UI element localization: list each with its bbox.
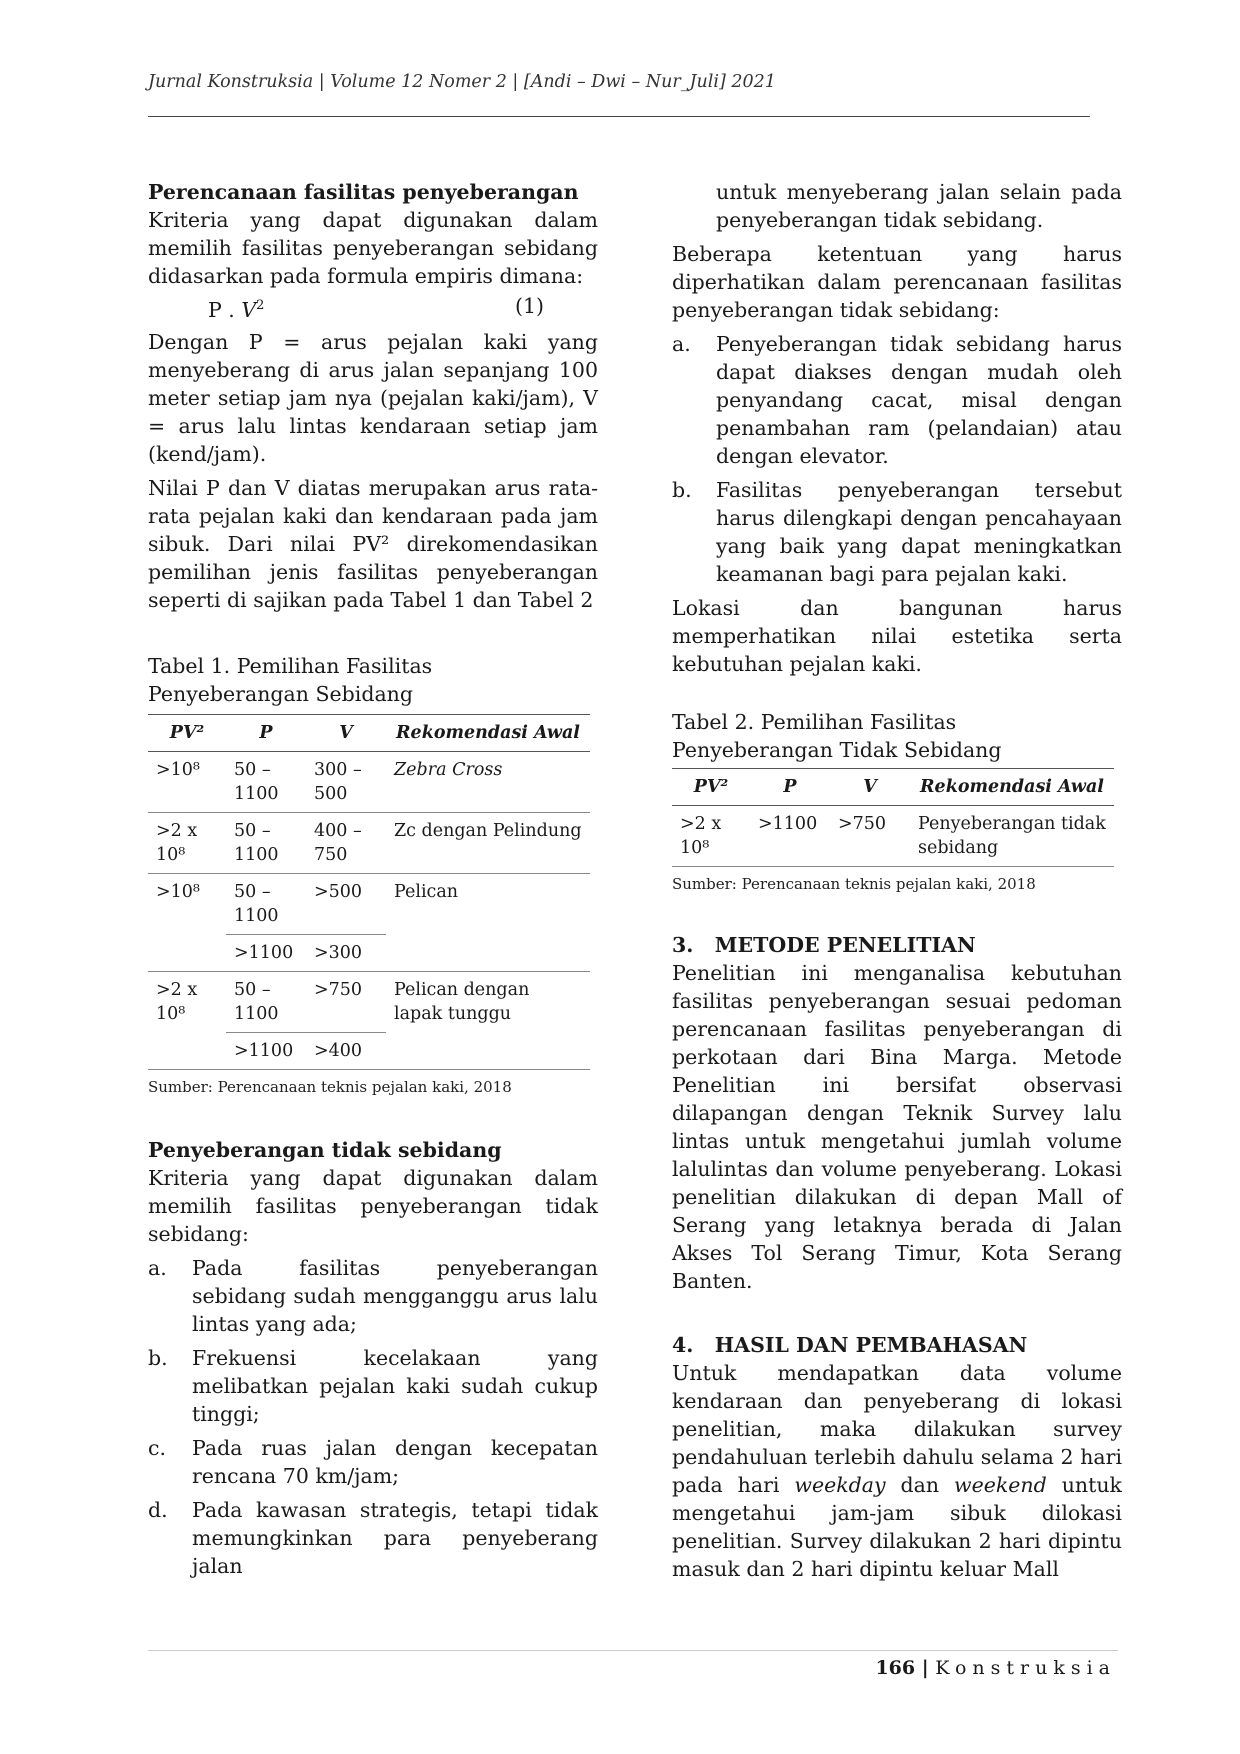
equation-expression: P . $V^2$ — [208, 297, 265, 322]
list-item: b. Frekuensi kecelakaan yang melibatkan pejalan kaki sudah cukup tinggi; — [148, 1345, 598, 1426]
table2-header-p: P — [750, 769, 830, 806]
cell-pv: >10⁸ — [148, 873, 226, 971]
section-heading-method: 3. METODE PENELITIAN — [672, 933, 976, 957]
section-heading-not-level: Penyeberangan tidak sebidang — [148, 1137, 502, 1162]
running-header: Jurnal Konstruksia | Volume 12 Nomer 2 | [Andi – Dwi – Nur_Juli] 2021 — [148, 72, 776, 92]
section-heading-results: 4. HASIL DAN PEMBAHASAN — [672, 1333, 1028, 1357]
list-item: d. Pada kawasan strategis, tetapi tidak memungkinkan para penyeberang jalan — [148, 1497, 598, 1578]
table-row — [148, 751, 590, 812]
cell-p: 50 – 1100 — [226, 873, 306, 934]
cell-v: >300 — [306, 934, 386, 971]
table2 — [672, 768, 1114, 867]
journal-name: Konstruksia — [935, 1657, 1116, 1679]
cell-rec: Penyeberangan tidak sebidang — [910, 806, 1114, 867]
paragraph-provisions: Beberapa ketentuan yang harus diperhatikan dalam perencanaan fasilitas penyeberangan tidak sebidang: — [672, 242, 1122, 322]
cell-v: >400 — [306, 1032, 386, 1069]
list-item: b. Fasilitas penyeberangan tersebut harus dilengkapi dengan pencahayaan yang baik yang dapat meningkatkan keamanan bagi para pejalan kaki. — [672, 478, 1122, 586]
table2-header-pv: PV² — [672, 769, 750, 806]
table1-header-v: V — [306, 714, 386, 751]
cell-v: >750 — [830, 806, 910, 867]
table2-header-rec: Rekomendasi Awal — [910, 769, 1114, 806]
section-heading-planning: Perencanaan fasilitas penyeberangan — [148, 180, 579, 204]
cell-p: >1100 — [750, 806, 830, 867]
table2-header-row — [672, 769, 1114, 806]
cell-pv: >10⁸ — [148, 751, 226, 812]
equation-number: (1) — [514, 294, 544, 318]
cell-pv: >2 x 10⁸ — [672, 806, 750, 867]
table2-caption: Tabel 2. Pemilihan Fasilitas Penyeberangan Tidak Sebidang — [672, 710, 1002, 762]
table1-header-p: P — [226, 714, 306, 751]
cell-p: 50 – 1100 — [226, 751, 306, 812]
table2-header-v: V — [830, 769, 910, 806]
cell-p: 50 – 1100 — [226, 812, 306, 873]
table1-header-row — [148, 714, 590, 751]
cell-pv: >2 x 10⁸ — [148, 971, 226, 1069]
page-number: 166 — [875, 1657, 916, 1679]
paragraph-definitions: Dengan P = arus pejalan kaki yang menyeberang di arus jalan sepanjang 100 meter setiap jam nya (pejalan kaki/jam), V = arus lalu lintas kendaraan setiap jam (kend/jam). — [148, 329, 598, 466]
paragraph-aesthetics: Lokasi dan bangunan harus memperhatikan nilai estetika serta kebutuhan pejalan kaki. — [672, 596, 1122, 676]
cell-rec: Zebra Cross — [386, 751, 590, 812]
list-item: a. Pada fasilitas penyeberangan sebidang sudah mengganggu arus lalu lintas yang ada; — [148, 1255, 598, 1336]
paragraph-method: Penelitian ini menganalisa kebutuhan fasilitas penyeberangan sesuai pedoman perencanaan fasilitas penyeberangan di perkotaan dari Bina Marga. Metode Penelitian ini bersifat observasi dilapangan dengan Teknik Survey lalu lintas untuk mengetahui jumlah volume lalulintas dan volume penyeberang. Lokasi penelitian dilakukan di depan Mall of Serang yang letaknya berada di Jalan Akses Tol Serang Timur, Kota Serang Banten. — [672, 961, 1122, 1293]
provisions-list — [672, 330, 1122, 588]
list-item: c. Pada ruas jalan dengan kecepatan rencana 70 km/jam; — [148, 1435, 598, 1488]
criteria-list — [148, 1254, 598, 1580]
table1-caption: Tabel 1. Pemilihan Fasilitas Penyeberangan Sebidang — [148, 653, 433, 706]
footer-separator: | — [915, 1657, 936, 1679]
table-row — [148, 971, 590, 1032]
paragraph-pv-values: Nilai P dan V diatas merupakan arus rata-rata pejalan kaki dan kendaraan pada jam sibuk. Dari nilai PV² direkomendasikan pemilihan jenis fasilitas penyeberangan seperti di sajikan pada Tabel 1 dan Tabel 2 — [148, 475, 598, 612]
paragraph-results: Untuk mendapatkan data volume kendaraan dan penyeberang di lokasi penelitian, maka dilakukan survey pendahuluan terlebih dahulu selama 2 hari pada hari weekday dan weekend untuk mengetahui jam-jam sibuk dilokasi penelitian. Survey dilakukan 2 hari dipintu masuk dan 2 hari dipintu keluar Mall — [672, 1361, 1122, 1581]
table1-header-rec: Rekomendasi Awal — [386, 714, 590, 751]
page-footer — [875, 1657, 1116, 1679]
table1-header-pv: PV² — [148, 714, 226, 751]
cell-rec: Zc dengan Pelindung — [386, 812, 590, 873]
list-continuation: untuk menyeberang jalan selain pada penyeberangan tidak sebidang. — [716, 180, 1122, 232]
cell-v: 300 – 500 — [306, 751, 386, 812]
paragraph-criteria-2: Kriteria yang dapat digunakan dalam memilih fasilitas penyeberangan tidak sebidang: — [148, 1165, 598, 1246]
cell-pv: >2 x 10⁸ — [148, 812, 226, 873]
table1 — [148, 714, 590, 1070]
cell-rec: Pelican dengan lapak tunggu — [386, 971, 590, 1069]
table1-source: Sumber: Perencanaan teknis pejalan kaki, 2018 — [148, 1077, 512, 1096]
paragraph-criteria: Kriteria yang dapat digunakan dalam memilih fasilitas penyeberangan sebidang didasarkan pada formula empiris dimana: — [148, 208, 598, 288]
cell-v: >750 — [306, 971, 386, 1032]
header-rule — [148, 116, 1090, 117]
cell-v: 400 – 750 — [306, 812, 386, 873]
list-item: a. Penyeberangan tidak sebidang harus dapat diakses dengan mudah oleh penyandang cacat, misal dengan penambahan ram (pelandaian) atau dengan elevator. — [672, 332, 1122, 468]
cell-v: >500 — [306, 873, 386, 934]
cell-p: >1100 — [226, 1032, 306, 1069]
cell-p: >1100 — [226, 934, 306, 971]
table-row — [148, 812, 590, 873]
right-column — [672, 178, 1122, 1583]
table-row — [148, 873, 590, 934]
cell-rec: Pelican — [386, 873, 590, 971]
equation — [148, 292, 598, 324]
table2-source: Sumber: Perencanaan teknis pejalan kaki, 2018 — [672, 875, 1036, 893]
cell-p: 50 – 1100 — [226, 971, 306, 1032]
footer-rule — [148, 1650, 1118, 1651]
table-row — [672, 806, 1114, 867]
left-column — [148, 178, 598, 1586]
